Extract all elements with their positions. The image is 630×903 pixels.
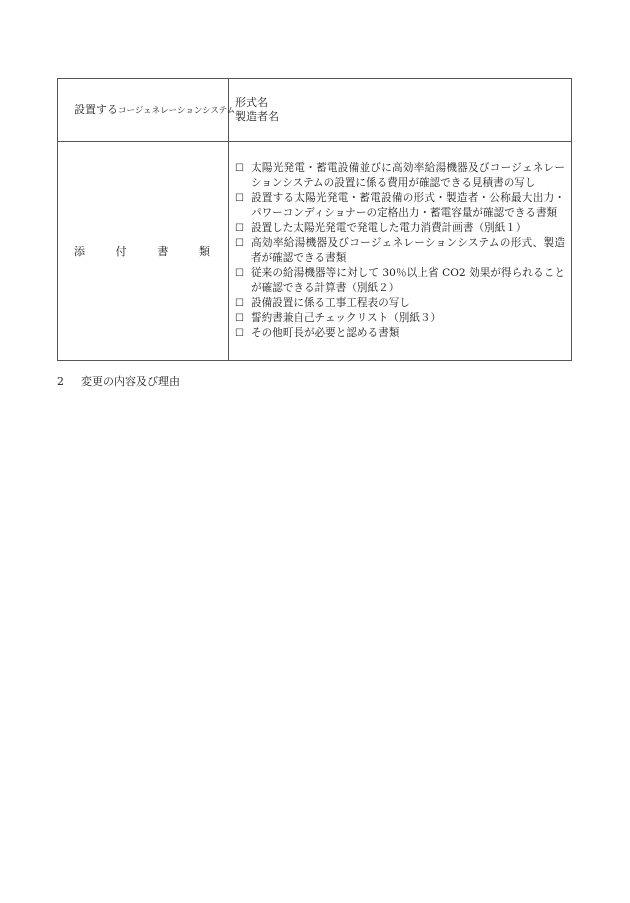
checklist-item-text: 設置する太陽光発電・蓄電設備の形式・製造者・公称最大出力・パワーコンディショナーの定格出力・蓄電容量が確認できる書類	[251, 192, 565, 219]
cogeneration-system-label	[58, 102, 236, 118]
checkbox[interactable]: ☐	[235, 163, 244, 174]
label-char: 書	[157, 245, 169, 258]
section-number: 2	[57, 375, 64, 388]
cogeneration-system-label-cell	[58, 79, 236, 142]
checkbox[interactable]: ☐	[235, 193, 244, 204]
cogeneration-system-value-cell	[229, 79, 572, 142]
checklist-item-text: 設備設置に係る工事工程表の写し	[251, 297, 410, 309]
checklist-item	[235, 296, 565, 311]
checklist-item	[235, 236, 565, 266]
checklist-item	[235, 311, 565, 326]
checkbox[interactable]: ☐	[235, 268, 244, 279]
section-title: 変更の内容及び理由	[81, 375, 180, 388]
checklist-item	[235, 266, 565, 296]
attached-documents-checklist	[229, 155, 571, 347]
application-form-table	[57, 78, 572, 361]
checklist-item-text: 高効率給湯機器及びコージェネレーションシステムの形式、製造者が確認できる書類	[251, 237, 565, 264]
section-heading-2	[57, 375, 180, 389]
checklist-item-text: 太陽光発電・蓄電設備並びに高効率給湯機器及びコージェネレーションシステムの設置に係る費用が確認できる見積書の写し	[251, 162, 565, 189]
checklist-item-text: 設置した太陽光発電で発電した電力消費計画書（別紙１）	[251, 222, 527, 234]
checklist-item	[235, 191, 565, 221]
checklist-item	[235, 326, 565, 341]
label-small-text: コージェネレーションシステム	[118, 105, 236, 116]
checkbox[interactable]: ☐	[235, 328, 244, 339]
attached-documents-label-cell	[58, 142, 229, 361]
checklist-item	[235, 161, 565, 191]
checkbox[interactable]: ☐	[235, 313, 244, 324]
checklist-item-text: 誓約書兼自己チェックリスト（別紙３）	[251, 312, 442, 324]
label-char: 類	[198, 245, 210, 258]
attached-documents-label	[58, 243, 228, 259]
manufacturer-name-line: 製造者名	[235, 110, 279, 123]
checklist-item-text: その他町長が必要と認める書類	[251, 327, 400, 339]
checklist-item	[235, 221, 565, 236]
checkbox[interactable]: ☐	[235, 298, 244, 309]
attached-documents-list-cell	[229, 142, 572, 361]
checkbox[interactable]: ☐	[235, 238, 244, 249]
cogeneration-system-row	[58, 79, 572, 142]
checkbox[interactable]: ☐	[235, 223, 244, 234]
attached-documents-row	[58, 142, 572, 361]
label-char: 添	[74, 245, 85, 258]
label-prefix: 設置する	[74, 102, 118, 116]
checklist-item-text: 従来の給湯機器等に対して 30％以上省 CO2 効果が得られることが確認できる計算書（別紙２）	[251, 267, 565, 294]
label-char: 付	[115, 245, 127, 258]
model-name-line: 形式名	[235, 96, 268, 109]
